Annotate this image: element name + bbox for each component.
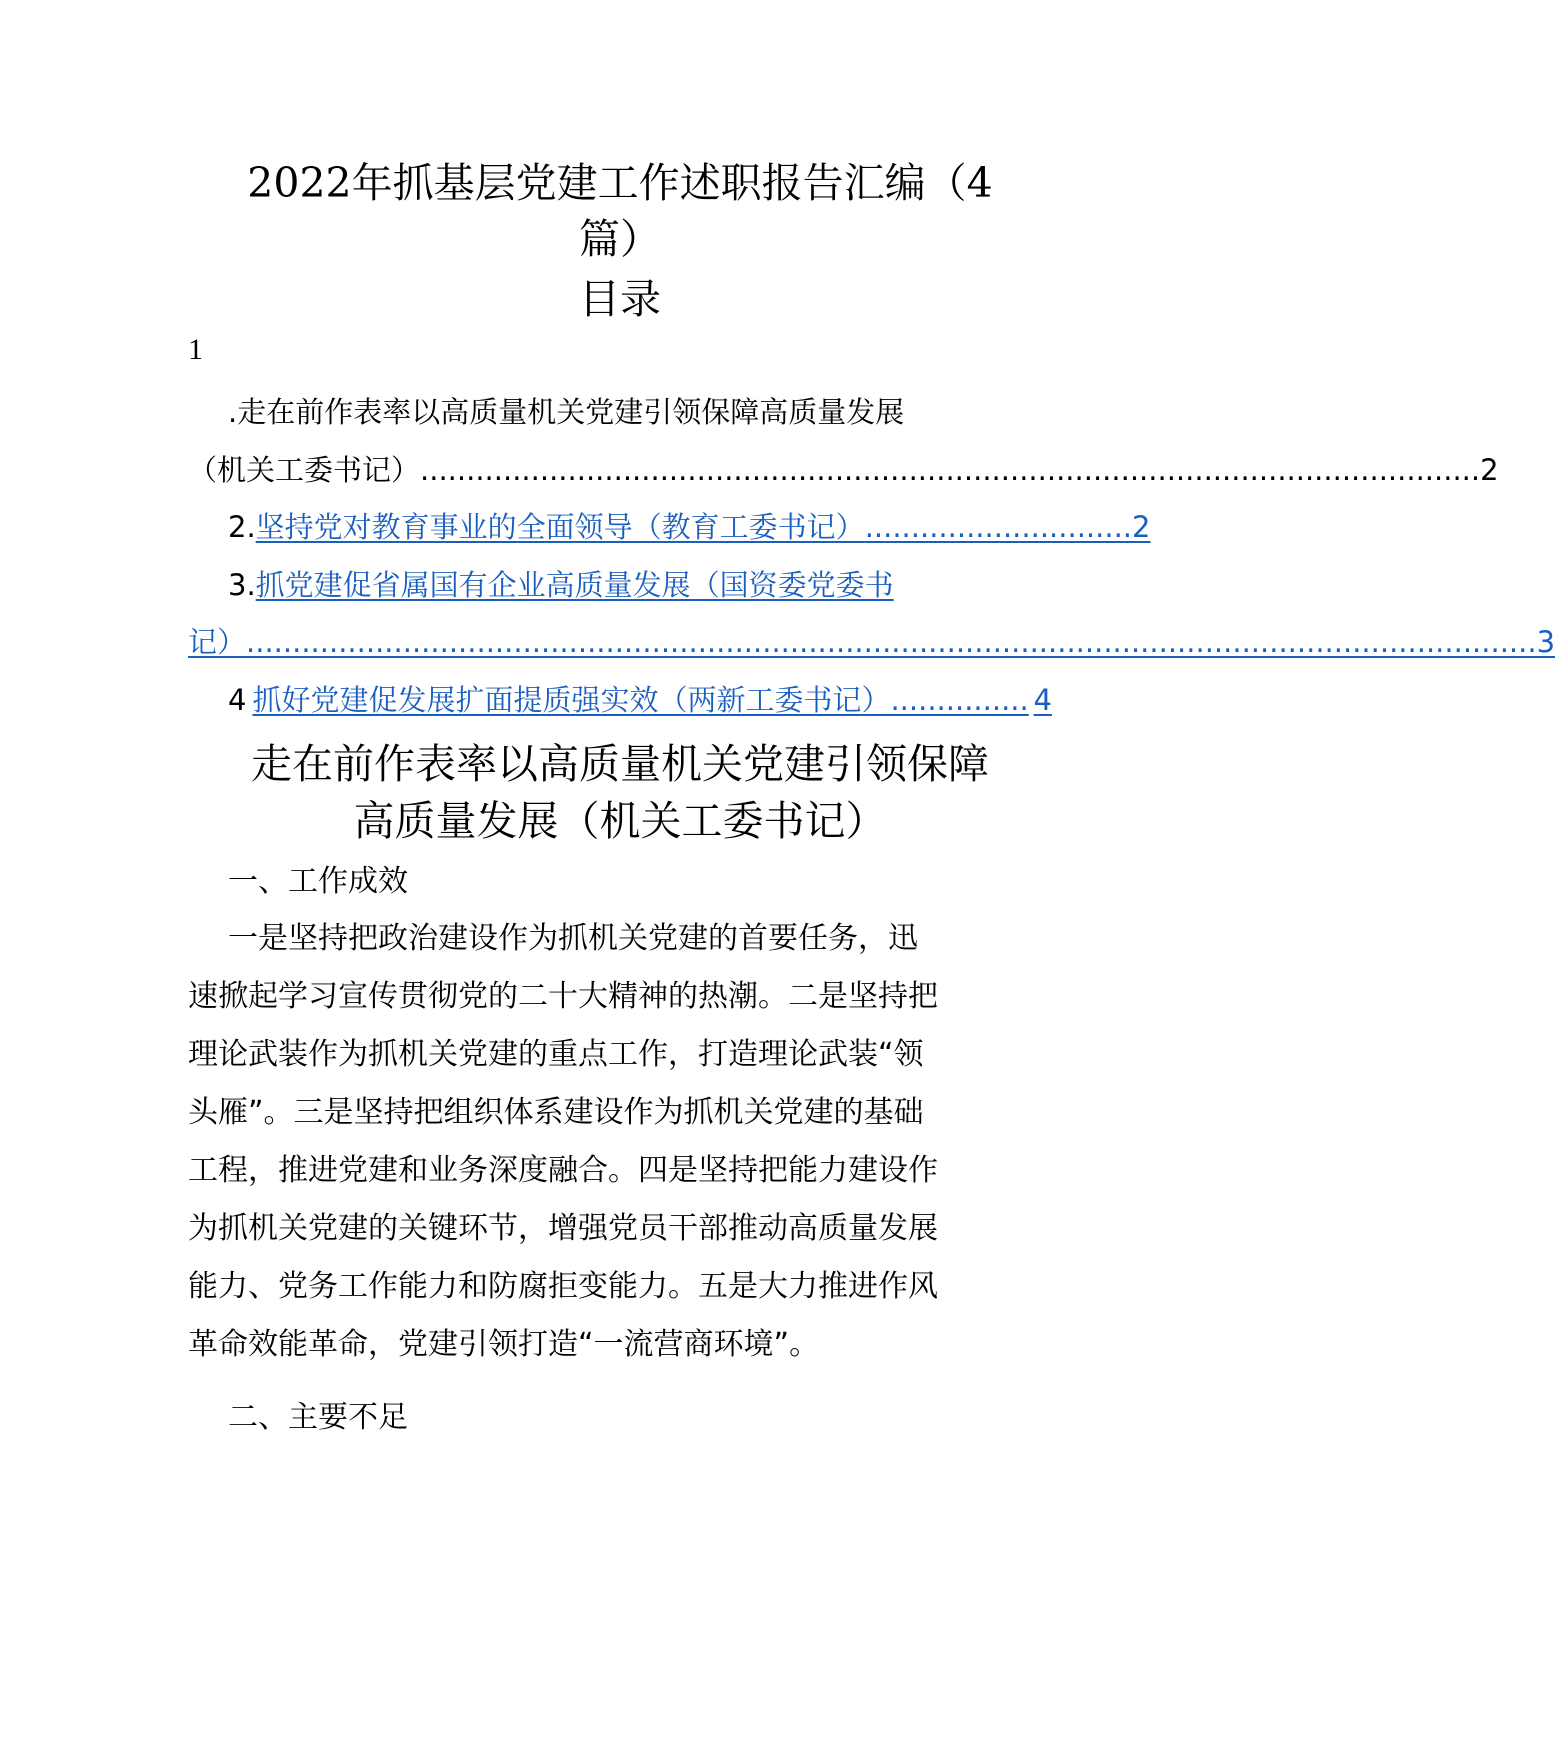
section-title-line1: 走在前作表率以高质量机关党建引领保障 [251, 740, 989, 788]
paragraph-line-8: 革命效能革命，党建引领打造“一流营商环境”。 [188, 1327, 820, 1362]
toc-entry-4-leader: ............... [890, 683, 1029, 717]
toc-entry-2-page: 2 [1132, 510, 1151, 544]
paragraph-line-5: 工程，推进党建和业务深度融合。四是坚持把能力建设作 [188, 1153, 938, 1188]
toc-entry-3-leader: ............................................................................................................................................ [246, 625, 1537, 659]
document-title-line1: 2022年抓基层党建工作述职报告汇编（4 [247, 159, 993, 207]
toc-entry-3-line2[interactable] [188, 620, 1555, 661]
toc-entry-3-line1[interactable] [228, 563, 894, 604]
toc-entry-3-page: 3 [1536, 625, 1555, 659]
paragraph-line-6: 为抓机关党建的关键环节，增强党员干部推动高质量发展 [188, 1211, 938, 1246]
document-title-line2: 篇） [579, 215, 661, 263]
toc-entry-4-page: 4 [1033, 683, 1052, 717]
section-heading-achievements: 一、工作成效 [228, 864, 408, 899]
toc-entry-2[interactable] [228, 505, 1151, 546]
paragraph-line-3: 理论武装作为抓机关党建的重点工作，打造理论武装“领 [188, 1037, 924, 1072]
toc-heading: 目录 [579, 275, 661, 323]
toc-entry-3-text[interactable]: 记） [188, 625, 247, 659]
paragraph-line-7: 能力、党务工作能力和防腐拒变能力。五是大力推进作风 [188, 1269, 938, 1304]
section-heading-shortcomings: 二、主要不足 [228, 1400, 408, 1435]
toc-entry-4-link[interactable]: 抓好党建促发展扩面提质强实效（两新工委书记） [252, 683, 891, 717]
toc-entry-3-link[interactable]: 抓党建促省属国有企业高质量发展（国资委党委书 [255, 568, 894, 602]
toc-entry-1-line2[interactable] [188, 448, 1499, 489]
toc-entry-4-number: 4 [228, 683, 247, 717]
paragraph-line-2: 速掀起学习宣传贯彻党的二十大精神的热潮。二是坚持把 [188, 979, 938, 1014]
paragraph-line-1: 一是坚持把政治建设作为抓机关党建的首要任务，迅 [228, 921, 918, 956]
toc-entry-1-page: 2 [1480, 453, 1499, 487]
toc-entry-2-link[interactable]: 坚持党对教育事业的全面领导（教育工委书记） [255, 510, 865, 544]
toc-entry-2-number: 2. [228, 510, 256, 544]
toc-entry-1-line1[interactable]: .走在前作表率以高质量机关党建引领保障高质量发展 [228, 395, 905, 429]
toc-entry-1-leader: ................................................................................................................... [420, 453, 1481, 487]
toc-entry-1-text: （机关工委书记） [188, 453, 421, 487]
paragraph-line-4: 头雁”。三是坚持把组织体系建设作为抓机关党建的基础 [188, 1095, 924, 1130]
section-title-line2: 高质量发展（机关工委书记） [353, 797, 887, 845]
toc-entry-4[interactable] [228, 678, 1052, 719]
toc-prefix-number: 1 [188, 333, 203, 366]
toc-entry-2-leader: ............................. [864, 510, 1133, 544]
toc-entry-3-number: 3. [228, 568, 256, 602]
